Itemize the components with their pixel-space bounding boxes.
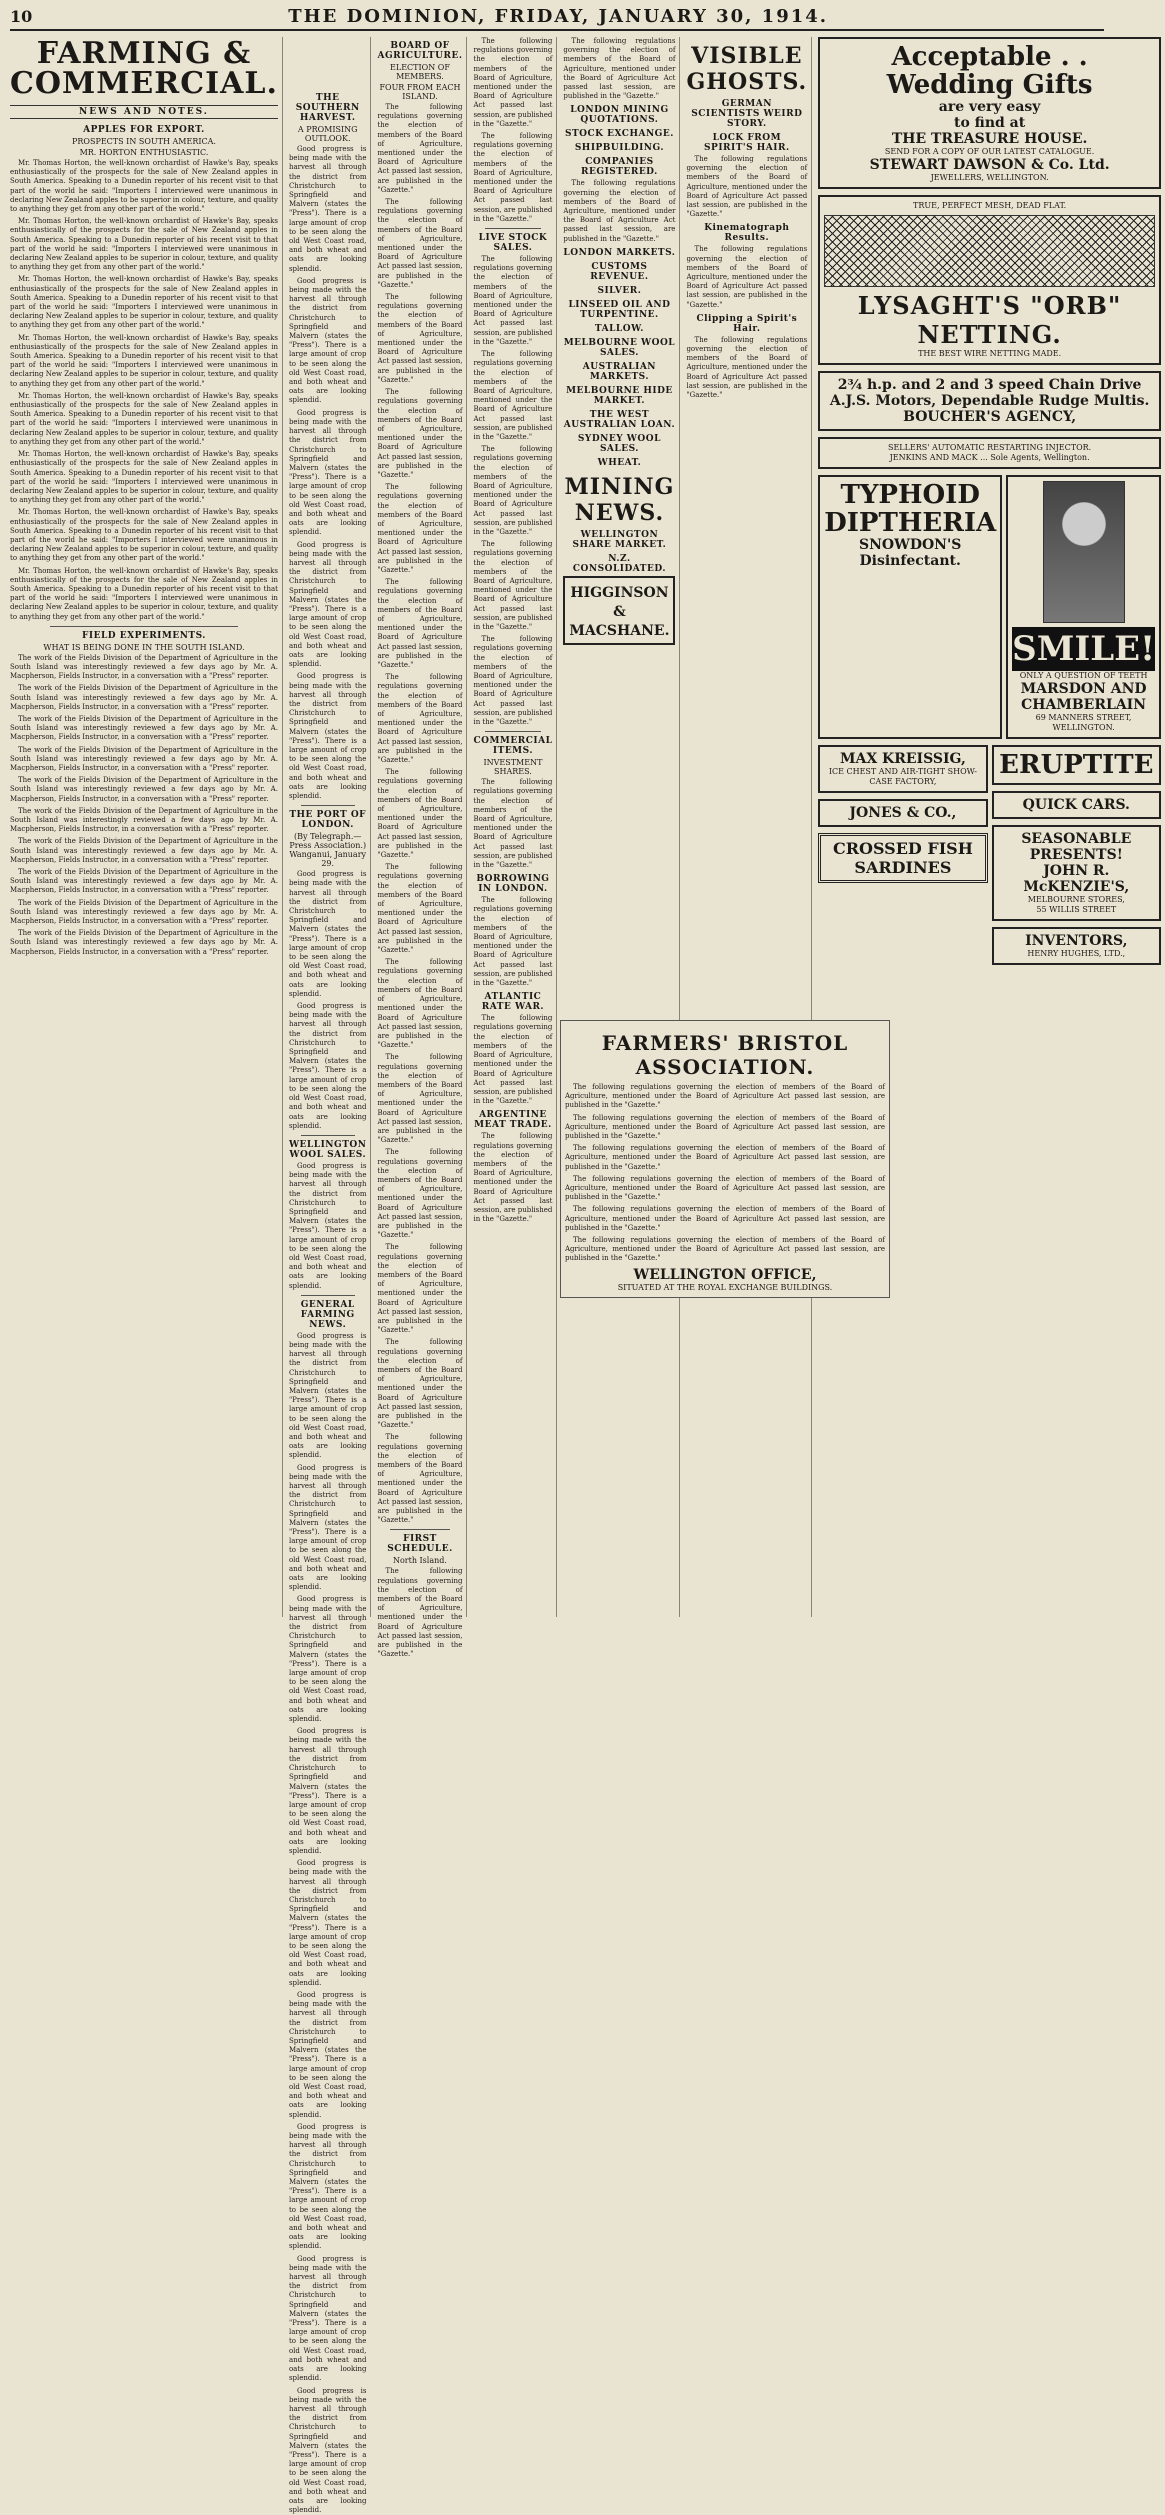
article-heading: LINSEED OIL AND TURPENTINE.	[563, 300, 675, 320]
article-heading: ATLANTIC RATE WAR.	[473, 992, 552, 1012]
visible-ghosts-heading: VISIBLE GHOSTS.	[686, 43, 807, 95]
article-heading: N.Z. CONSOLIDATED.	[563, 554, 675, 574]
treasure-house-ad	[818, 37, 1161, 189]
column-4	[473, 37, 557, 1617]
article-heading: BORROWING IN LONDON.	[473, 874, 552, 894]
higginson-title: HIGGINSON & MACSHANE.	[569, 585, 669, 639]
article-heading: COMPANIES REGISTERED.	[563, 157, 675, 177]
column-3	[377, 37, 467, 1617]
article-text: The following regulations governing the election of members of the Board of Agriculture, mentioned under the Board of Agriculture Act passed last session, are published in the "Gazette."	[686, 155, 807, 219]
article-heading: WHEAT.	[563, 458, 675, 468]
ad-smile: SMILE!	[1012, 627, 1155, 671]
article-heading: BOARD OF AGRICULTURE.	[377, 41, 462, 61]
article-text: The following regulations governing the election of members of the Board of Agriculture, mentioned under the Board of Agriculture Act passed last session, are published in the "Gazette."	[473, 445, 552, 537]
article-text: The following regulations governing the election of members of the Board of Agriculture, mentioned under the Board of Agriculture Act passed last session, are published in the "Gazette."	[377, 673, 462, 765]
section-title: FARMING & COMMERCIAL.	[10, 39, 278, 99]
article-text: Good progress is being made with the harvest all through the district from Christchurch to Springfield and Malvern (states the "Press"). There is a large amount of crop to be seen along the old West Coast road, and both wheat and oats are looking splendid.	[289, 1991, 367, 2120]
article-text: Good progress is being made with the harvest all through the district from Christchurch to Springfield and Malvern (states the "Press"). There is a large amount of crop to be seen along the old West Coast road, and both wheat and oats are looking splendid.	[289, 1859, 367, 1988]
column-ads	[818, 37, 1165, 1617]
column-6	[686, 37, 812, 1617]
article-text: Good progress is being made with the harvest all through the district from Christchurch to Springfield and Malvern (states the "Press"). There is a large amount of crop to be seen along the old West Coast road, and both wheat and oats are looking splendid.	[289, 870, 367, 999]
article-text: The following regulations governing the election of members of the Board of Agriculture, mentioned under the Board of Agriculture Act passed last session, are published in the "Gazette."	[565, 1205, 885, 1233]
masthead-title: THE DOMINION, FRIDAY, JANUARY 30, 1914.	[288, 6, 828, 27]
article-heading: SHIPBUILDING.	[563, 143, 675, 153]
ad-boucher: BOUCHER'S AGENCY,	[824, 409, 1155, 425]
eruptite-ad	[992, 745, 1161, 785]
teeth-ad	[1006, 475, 1161, 739]
ad-marsden: MARSDON AND CHAMBERLAIN	[1012, 681, 1155, 713]
farmers-bristol-block	[560, 1020, 890, 1298]
article-text: Mr. Thomas Horton, the well-known orchardist of Hawke's Bay, speaks enthusiastically of the prospects for the sale of New Zealand apples in South America. Speaking to a Dunedin reporter of his recent visit to that part of the world he said: "Importers I interviewed were unanimous in declaring New Zealand apples to be superior in colour, texture, and quality to anything they get from any other part of the world."	[10, 450, 278, 505]
article-heading: GENERAL FARMING NEWS.	[289, 1300, 367, 1330]
motors-ad	[818, 371, 1161, 431]
article-text: The work of the Fields Division of the Department of Agriculture in the South Island was interestingly reviewed a few days ago by Mr. A. Macpherson, Fields Instructor, in a conversation with a "Press" reporter.	[10, 654, 278, 682]
article-text: Good progress is being made with the harvest all through the district from Christchurch to Springfield and Malvern (states the "Press"). There is a large amount of crop to be seen along the old West Coast road, and both wheat and oats are looking splendid.	[289, 277, 367, 406]
article-heading: Kinematograph Results.	[686, 223, 807, 243]
ad-acceptable: Acceptable . .	[824, 43, 1155, 71]
ad-typhoid: TYPHOID	[824, 481, 996, 509]
page-number: 10	[10, 7, 32, 26]
article-text: The following regulations governing the election of members of the Board of Agriculture, mentioned under the Board of Agriculture Act passed last session, are published in the "Gazette."	[377, 1053, 462, 1145]
masthead	[10, 6, 1104, 31]
article-text: The work of the Fields Division of the Department of Agriculture in the South Island was interestingly reviewed a few days ago by Mr. A. Macpherson, Fields Instructor, in a conversation with a "Press" reporter.	[10, 929, 278, 957]
article-subheading: MR. HORTON ENTHUSIASTIC.	[10, 148, 278, 157]
article-text: The following regulations governing the election of members of the Board of Agriculture, mentioned under the Board of Agriculture Act passed last session, are published in the "Gazette."	[473, 1132, 552, 1224]
article-heading: APPLES FOR EXPORT.	[10, 125, 278, 135]
article-text: The following regulations governing the election of members of the Board of Agriculture, mentioned under the Board of Agriculture Act passed last session, are published in the "Gazette."	[473, 635, 552, 727]
ad-jones: JONES & CO.,	[824, 805, 981, 821]
article-subheading: PROSPECTS IN SOUTH AMERICA.	[10, 137, 278, 146]
article-heading: SILVER.	[563, 286, 675, 296]
column-2	[289, 37, 372, 1617]
article-text: Mr. Thomas Horton, the well-known orchardist of Hawke's Bay, speaks enthusiastically of the prospects for the sale of New Zealand apples in South America. Speaking to a Dunedin reporter of his recent visit to that part of the world he said: "Importers I interviewed were unanimous in declaring New Zealand apples to be superior in colour, texture, and quality to anything they get from any other part of the world."	[10, 275, 278, 330]
article-text: Good progress is being made with the harvest all through the district from Christchurch to Springfield and Malvern (states the "Press"). There is a large amount of crop to be seen along the old West Coast road, and both wheat and oats are looking splendid.	[289, 1002, 367, 1131]
article-heading: ARGENTINE MEAT TRADE.	[473, 1110, 552, 1130]
ad-willis: 55 WILLIS STREET	[998, 905, 1155, 915]
ad-injector: SELLERS' AUTOMATIC RESTARTING INJECTOR.	[824, 443, 1155, 453]
article-text: The following regulations governing the election of members of the Board of Agriculture, mentioned under the Board of Agriculture Act passed last session, are published in the "Gazette."	[377, 863, 462, 955]
higginson-ad	[563, 576, 675, 645]
article-text: The following regulations governing the election of members of the Board of Agriculture, mentioned under the Board of Agriculture Act passed last session, are published in the "Gazette."	[473, 255, 552, 347]
article-heading: GERMAN SCIENTISTS WEIRD STORY.	[686, 99, 807, 129]
article-text: The following regulations governing the election of members of the Board of Agriculture, mentioned under the Board of Agriculture Act passed last session, are published in the "Gazette."	[377, 958, 462, 1050]
ad-diphtheria: DIPTHERIA	[824, 509, 996, 537]
article-text: The following regulations governing the election of members of the Board of Agriculture, mentioned under the Board of Agriculture Act passed last session, are published in the "Gazette."	[473, 1014, 552, 1106]
article-text: The following regulations governing the election of members of the Board of Agriculture, mentioned under the Board of Agriculture Act passed last session, are published in the "Gazette."	[377, 103, 462, 195]
article-heading: TALLOW.	[563, 324, 675, 334]
ad-eruptite: ERUPTITE	[998, 751, 1155, 779]
article-text: The following regulations governing the election of members of the Board of Agriculture, mentioned under the Board of Agriculture Act passed last session, are published in the "Gazette."	[473, 37, 552, 129]
article-subheading: FOUR FROM EACH ISLAND.	[377, 83, 462, 101]
injector-ad	[818, 437, 1161, 469]
farmers-title: FARMERS' BRISTOL ASSOCIATION.	[565, 1031, 885, 1079]
article-text: The following regulations governing the election of members of the Board of Agriculture, mentioned under the Board of Agriculture Act passed last session, are published in the "Gazette."	[473, 896, 552, 988]
ad-jewellers: JEWELLERS, WELLINGTON.	[824, 173, 1155, 183]
article-text: The following regulations governing the election of members of the Board of Agriculture, mentioned under the Board of Agriculture Act passed last session, are published in the "Gazette."	[377, 1148, 462, 1240]
article-text: The following regulations governing the election of members of the Board of Agriculture, mentioned under the Board of Agriculture Act passed last session, are published in the "Gazette."	[377, 1433, 462, 1525]
article-text: Good progress is being made with the harvest all through the district from Christchurch to Springfield and Malvern (states the "Press"). There is a large amount of crop to be seen along the old West Coast road, and both wheat and oats are looking splendid.	[289, 541, 367, 670]
article-subheading: (By Telegraph.—Press Association.) Wanganui, January 29.	[289, 832, 367, 868]
article-heading: AUSTRALIAN MARKETS.	[563, 362, 675, 382]
ad-quick: QUICK CARS.	[998, 797, 1155, 813]
article-text: The work of the Fields Division of the Department of Agriculture in the South Island was interestingly reviewed a few days ago by Mr. A. Macpherson, Fields Instructor, in a conversation with a "Press" reporter.	[10, 899, 278, 927]
quick-cars-ad	[992, 791, 1161, 819]
article-heading: LONDON MARKETS.	[563, 248, 675, 258]
article-text: Mr. Thomas Horton, the well-known orchardist of Hawke's Bay, speaks enthusiastically of the prospects for the sale of New Zealand apples in South America. Speaking to a Dunedin reporter of his recent visit to that part of the world he said: "Importers I interviewed were unanimous in declaring New Zealand apples to be superior in colour, texture, and quality to anything they get from any other part of the world."	[10, 334, 278, 389]
article-text: Good progress is being made with the harvest all through the district from Christchurch to Springfield and Malvern (states the "Press"). There is a large amount of crop to be seen along the old West Coast road, and both wheat and oats are looking splendid.	[289, 2123, 367, 2252]
article-subheading: North Island.	[377, 1556, 462, 1565]
article-heading: LIVE STOCK SALES.	[473, 233, 552, 253]
ad-melbourne: MELBOURNE STORES,	[998, 895, 1155, 905]
article-heading: THE WEST AUSTRALIAN LOAN.	[563, 410, 675, 430]
article-text: The following regulations governing the election of members of the Board of Agriculture, mentioned under the Board of Agriculture Act passed last session, are published in the "Gazette."	[565, 1144, 885, 1172]
article-text: The following regulations governing the election of members of the Board of Agriculture, mentioned under the Board of Agriculture Act passed last session, are published in the "Gazette."	[473, 132, 552, 224]
article-text: The following regulations governing the election of members of the Board of Agriculture, mentioned under the Board of Agriculture Act passed last session, are published in the "Gazette."	[473, 778, 552, 870]
ad-motors: 2¾ h.p. and 2 and 3 speed Chain Drive A.J.S. Motors, Dependable Rudge Multis.	[824, 377, 1155, 409]
article-text: The work of the Fields Division of the Department of Agriculture in the South Island was interestingly reviewed a few days ago by Mr. A. Macpherson, Fields Instructor, in a conversation with a "Press" reporter.	[10, 715, 278, 743]
mining-news-heading: MINING NEWS.	[563, 474, 675, 526]
article-heading: CUSTOMS REVENUE.	[563, 262, 675, 282]
article-subheading: ELECTION OF MEMBERS.	[377, 63, 462, 81]
article-text: The work of the Fields Division of the Department of Agriculture in the South Island was interestingly reviewed a few days ago by Mr. A. Macpherson, Fields Instructor, in a conversation with a "Press" reporter.	[10, 684, 278, 712]
article-text: The work of the Fields Division of the Department of Agriculture in the South Island was interestingly reviewed a few days ago by Mr. A. Macpherson, Fields Instructor, in a conversation with a "Press" reporter.	[10, 776, 278, 804]
ad-manners: 69 MANNERS STREET, WELLINGTON.	[1012, 713, 1155, 733]
article-text: The following regulations governing the election of members of the Board of Agriculture, mentioned under the Board of Agriculture Act passed last session, are published in the "Gazette."	[565, 1114, 885, 1142]
article-heading: FIELD EXPERIMENTS.	[10, 631, 278, 641]
article-text: Good progress is being made with the harvest all through the district from Christchurch to Springfield and Malvern (states the "Press"). There is a large amount of crop to be seen along the old West Coast road, and both wheat and oats are looking splendid.	[289, 1464, 367, 1593]
article-text: The following regulations governing the election of members of the Board of Agriculture, mentioned under the Board of Agriculture Act passed last session, are published in the "Gazette."	[565, 1175, 885, 1203]
ad-lysaght: LYSAGHT'S "ORB" NETTING.	[824, 291, 1155, 349]
article-text: The following regulations governing the election of members of the Board of Agriculture, mentioned under the Board of Agriculture Act passed last session, are published in the "Gazette."	[686, 336, 807, 400]
article-text: Mr. Thomas Horton, the well-known orchardist of Hawke's Bay, speaks enthusiastically of the prospects for the sale of New Zealand apples in South America. Speaking to a Dunedin reporter of his recent visit to that part of the world he said: "Importers I interviewed were unanimous in declaring New Zealand apples to be superior in colour, texture, and quality to anything they get from any other part of the world."	[10, 392, 278, 447]
article-text: The following regulations governing the election of members of the Board of Agriculture, mentioned under the Board of Agriculture Act passed last session, are published in the "Gazette."	[473, 540, 552, 632]
article-text: The following regulations governing the election of members of the Board of Agriculture, mentioned under the Board of Agriculture Act passed last session, are published in the "Gazette."	[565, 1083, 885, 1111]
article-heading: MELBOURNE WOOL SALES.	[563, 338, 675, 358]
article-text: The following regulations governing the election of members of the Board of Agriculture, mentioned under the Board of Agriculture Act passed last session, are published in the "Gazette."	[377, 198, 462, 290]
article-text: The following regulations governing the election of members of the Board of Agriculture, mentioned under the Board of Agriculture Act passed last session, are published in the "Gazette."	[686, 245, 807, 309]
article-text: Good progress is being made with the harvest all through the district from Christchurch to Springfield and Malvern (states the "Press"). There is a large amount of crop to be seen along the old West Coast road, and both wheat and oats are looking splendid.	[289, 1595, 367, 1724]
ad-jenkins: JENKINS AND MACK ... Sole Agents, Wellington.	[824, 453, 1155, 463]
ad-mckenzie: JOHN R. McKENZIE'S,	[998, 863, 1155, 895]
sardines-ad: CROSSED FISH SARDINES	[818, 833, 987, 883]
article-text: Good progress is being made with the harvest all through the district from Christchurch to Springfield and Malvern (states the "Press"). There is a large amount of crop to be seen along the old West Coast road, and both wheat and oats are looking splendid.	[289, 409, 367, 538]
article-heading: LOCK FROM SPIRIT'S HAIR.	[686, 133, 807, 153]
ad-catalogue: SEND FOR A COPY OF OUR LATEST CATALOGUE.	[824, 147, 1155, 157]
article-text: Mr. Thomas Horton, the well-known orchardist of Hawke's Bay, speaks enthusiastically of the prospects for the sale of New Zealand apples in South America. Speaking to a Dunedin reporter of his recent visit to that part of the world he said: "Importers I interviewed were unanimous in declaring New Zealand apples to be superior in colour, texture, and quality to anything they get from any other part of the world."	[10, 159, 278, 214]
article-heading: THE PORT OF LONDON.	[289, 810, 367, 830]
article-subheading: A PROMISING OUTLOOK.	[289, 125, 367, 143]
article-text: The following regulations governing the election of members of the Board of Agriculture, mentioned under the Board of Agriculture Act passed last session, are published in the "Gazette."	[377, 1338, 462, 1430]
article-text: Good progress is being made with the harvest all through the district from Christchurch to Springfield and Malvern (states the "Press"). There is a large amount of crop to be seen along the old West Coast road, and both wheat and oats are looking splendid.	[289, 2255, 367, 2384]
ad-hughes: HENRY HUGHES, LTD.,	[998, 949, 1155, 959]
article-heading: Clipping a Spirit's Hair.	[686, 314, 807, 334]
article-text: The following regulations governing the election of members of the Board of Agriculture, mentioned under the Board of Agriculture Act passed last session, are published in the "Gazette."	[377, 768, 462, 860]
article-text: The following regulations governing the election of members of the Board of Agriculture, mentioned under the Board of Agriculture Act passed last session, are published in the "Gazette."	[563, 37, 675, 101]
article-heading: MELBOURNE HIDE MARKET.	[563, 386, 675, 406]
article-text: Mr. Thomas Horton, the well-known orchardist of Hawke's Bay, speaks enthusiastically of the prospects for the sale of New Zealand apples in South America. Speaking to a Dunedin reporter of his recent visit to that part of the world he said: "Importers I interviewed were unanimous in declaring New Zealand apples to be superior in colour, texture, and quality to anything they get from any other part of the world."	[10, 567, 278, 622]
column-5	[563, 37, 680, 1617]
article-heading: FIRST SCHEDULE.	[377, 1534, 462, 1554]
ad-mesh-head: TRUE, PERFECT MESH, DEAD FLAT.	[824, 201, 1155, 211]
article-text: The following regulations governing the election of members of the Board of Agriculture, mentioned under the Board of Agriculture Act passed last session, are published in the "Gazette."	[473, 350, 552, 442]
article-heading: SYDNEY WOOL SALES.	[563, 434, 675, 454]
lysaght-ad	[818, 195, 1161, 365]
ad-teeth: ONLY A QUESTION OF TEETH	[1012, 671, 1155, 681]
ad-wedding: Wedding Gifts	[824, 71, 1155, 99]
ad-seasonable: SEASONABLE PRESENTS!	[998, 831, 1155, 863]
article-text: Good progress is being made with the harvest all through the district from Christchurch to Springfield and Malvern (states the "Press"). There is a large amount of crop to be seen along the old West Coast road, and both wheat and oats are looking splendid.	[289, 672, 367, 801]
snowdon-ad	[818, 475, 1002, 739]
article-text: The following regulations governing the election of members of the Board of Agriculture, mentioned under the Board of Agriculture Act passed last session, are published in the "Gazette."	[377, 578, 462, 670]
article-text: Good progress is being made with the harvest all through the district from Christchurch to Springfield and Malvern (states the "Press"). There is a large amount of crop to be seen along the old West Coast road, and both wheat and oats are looking splendid.	[289, 1332, 367, 1461]
wire-mesh-image	[824, 215, 1155, 287]
article-heading: STOCK EXCHANGE.	[563, 129, 675, 139]
article-text: Good progress is being made with the harvest all through the district from Christchurch to Springfield and Malvern (states the "Press"). There is a large amount of crop to be seen along the old West Coast road, and both wheat and oats are looking splendid.	[289, 2387, 367, 2515]
article-text: Good progress is being made with the harvest all through the district from Christchurch to Springfield and Malvern (states the "Press"). There is a large amount of crop to be seen along the old West Coast road, and both wheat and oats are looking splendid.	[289, 1162, 367, 1291]
farmers-address: SITUATED AT THE ROYAL EXCHANGE BUILDINGS.	[565, 1283, 885, 1293]
ad-treasure: THE TREASURE HOUSE.	[824, 131, 1155, 147]
article-text: The following regulations governing the election of members of the Board of Agriculture, mentioned under the Board of Agriculture Act passed last session, are published in the "Gazette."	[377, 483, 462, 575]
article-heading: WELLINGTON WOOL SALES.	[289, 1140, 367, 1160]
ad-kreissig: MAX KREISSIG,	[824, 751, 981, 767]
article-text: The work of the Fields Division of the Department of Agriculture in the South Island was interestingly reviewed a few days ago by Mr. A. Macpherson, Fields Instructor, in a conversation with a "Press" reporter.	[10, 837, 278, 865]
article-text: The following regulations governing the election of members of the Board of Agriculture, mentioned under the Board of Agriculture Act passed last session, are published in the "Gazette."	[563, 179, 675, 243]
inventors-ad	[992, 927, 1161, 965]
ad-ice: ICE CHEST AND AIR-TIGHT SHOW-CASE FACTORY,	[824, 767, 981, 787]
article-text: Good progress is being made with the harvest all through the district from Christchurch to Springfield and Malvern (states the "Press"). There is a large amount of crop to be seen along the old West Coast road, and both wheat and oats are looking splendid.	[289, 1727, 367, 1856]
jones-ad	[818, 799, 987, 827]
portrait-image	[1043, 481, 1125, 623]
column-1	[10, 37, 283, 1617]
article-heading: THE SOUTHERN HARVEST.	[289, 93, 367, 123]
ad-find: to find at	[824, 115, 1155, 131]
ad-inventors: INVENTORS,	[998, 933, 1155, 949]
ad-stewart: STEWART DAWSON & Co. Ltd.	[824, 157, 1155, 173]
article-text: The following regulations governing the election of members of the Board of Agriculture, mentioned under the Board of Agriculture Act passed last session, are published in the "Gazette."	[377, 293, 462, 385]
ad-snowdon: SNOWDON'S Disinfectant.	[824, 537, 996, 569]
article-text: Good progress is being made with the harvest all through the district from Christchurch to Springfield and Malvern (states the "Press"). There is a large amount of crop to be seen along the old West Coast road, and both wheat and oats are looking splendid.	[289, 145, 367, 274]
article-text: Mr. Thomas Horton, the well-known orchardist of Hawke's Bay, speaks enthusiastically of the prospects for the sale of New Zealand apples in South America. Speaking to a Dunedin reporter of his recent visit to that part of the world he said: "Importers I interviewed were unanimous in declaring New Zealand apples to be superior in colour, texture, and quality to anything they get from any other part of the world."	[10, 217, 278, 272]
article-subheading: WHAT IS BEING DONE IN THE SOUTH ISLAND.	[10, 643, 278, 652]
article-heading: LONDON MINING QUOTATIONS.	[563, 105, 675, 125]
news-banner: NEWS AND NOTES.	[10, 105, 278, 119]
article-text: The work of the Fields Division of the Department of Agriculture in the South Island was interestingly reviewed a few days ago by Mr. A. Macpherson, Fields Instructor, in a conversation with a "Press" reporter.	[10, 807, 278, 835]
article-text: The following regulations governing the election of members of the Board of Agriculture, mentioned under the Board of Agriculture Act passed last session, are published in the "Gazette."	[565, 1236, 885, 1264]
article-subheading: INVESTMENT SHARES.	[473, 758, 552, 776]
kreissig-ad	[818, 745, 987, 793]
ad-lysaght-sub: THE BEST WIRE NETTING MADE.	[824, 349, 1155, 359]
article-text: The work of the Fields Division of the Department of Agriculture in the South Island was interestingly reviewed a few days ago by Mr. A. Macpherson, Fields Instructor, in a conversation with a "Press" reporter.	[10, 746, 278, 774]
article-heading: COMMERCIAL ITEMS.	[473, 736, 552, 756]
article-text: The following regulations governing the election of members of the Board of Agriculture, mentioned under the Board of Agriculture Act passed last session, are published in the "Gazette."	[377, 1567, 462, 1659]
farmers-office: WELLINGTON OFFICE,	[565, 1267, 885, 1283]
article-text: The work of the Fields Division of the Department of Agriculture in the South Island was interestingly reviewed a few days ago by Mr. A. Macpherson, Fields Instructor, in a conversation with a "Press" reporter.	[10, 868, 278, 896]
mckenzie-ad	[992, 825, 1161, 921]
article-text: The following regulations governing the election of members of the Board of Agriculture, mentioned under the Board of Agriculture Act passed last session, are published in the "Gazette."	[377, 1243, 462, 1335]
article-text: The following regulations governing the election of members of the Board of Agriculture, mentioned under the Board of Agriculture Act passed last session, are published in the "Gazette."	[377, 388, 462, 480]
ad-easy: are very easy	[824, 99, 1155, 115]
article-text: Mr. Thomas Horton, the well-known orchardist of Hawke's Bay, speaks enthusiastically of the prospects for the sale of New Zealand apples in South America. Speaking to a Dunedin reporter of his recent visit to that part of the world he said: "Importers I interviewed were unanimous in declaring New Zealand apples to be superior in colour, texture, and quality to anything they get from any other part of the world."	[10, 508, 278, 563]
article-heading: WELLINGTON SHARE MARKET.	[563, 530, 675, 550]
